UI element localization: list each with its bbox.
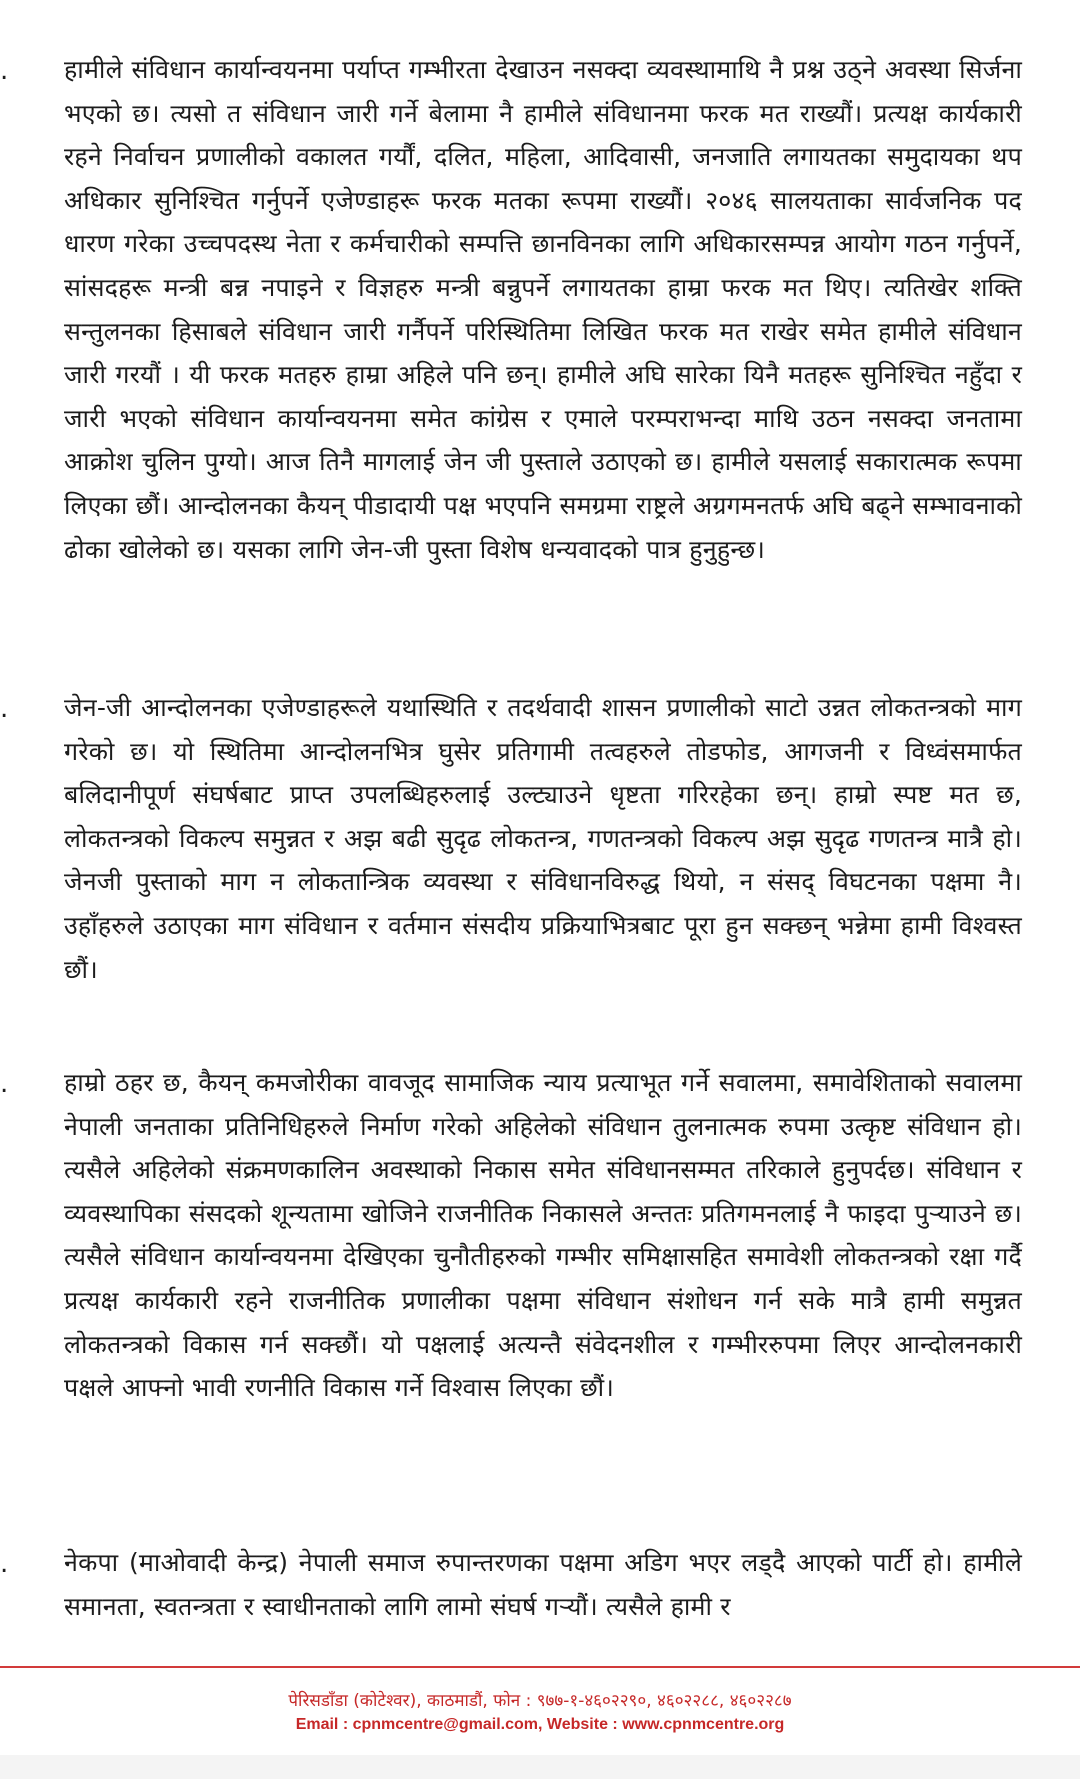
page-bottom-band [0,1755,1080,1779]
paragraph-constitution-implementation: हामीले संविधान कार्यान्वयनमा पर्याप्त गम्भीरता देखाउन नसक्दा व्यवस्थामाथि नै प्रश्न उठ्ने अवस्था सिर्जना भएको छ। त्यसो त संविधान जारी गर्ने बेलामा नै हामीले संविधानमा फरक मत राख्यौं। प्रत्यक्ष कार्यकारी रहने निर्वाचन प्रणालीको वकालत गर्यौं, दलित, महिला, आदिवासी, जनजाति लगायतका समुदायका थप अधिकार सुनिश्चित गर्नुपर्ने एजेण्डाहरू फरक मतका रूपमा राख्यौं। २०४६ सालयताका सार्वजनिक पद धारण गरेका उच्चपदस्थ नेता र कर्मचारीको सम्पत्ति छानविनका लागि अधिकारसम्पन्न आयोग गठन गर्नुपर्ने, सांसदहरू मन्त्री बन्न नपाइने र विज्ञहरु मन्त्री बन्नुपर्ने लगायतका हाम्रा फरक मत थिए। त्यतिखेर शक्ति सन्तुलनका हिसाबले संविधान जारी गर्नैपर्ने परिस्थितिमा लिखित फरक मत राखेर समेत हामीले संविधान जारी गरयौं । यी फरक मतहरु हाम्रा अहिले पनि छन्। हामीले अघि सारेका यिनै मतहरू सुनिश्चित नहुँदा र जारी भएको संविधान कार्यान्वयनमा समेत कांग्रेस र एमाले परम्पराभन्दा माथि उठन नसक्दा जनतामा आक्रोश चुलिन पुग्यो। आज तिनै मागलाई जेन जी पुस्ताले उठाएको छ। हामीले यसलाई सकारात्मक रूपमा लिएका छौं। आन्दोलनका कैयन् पीडादायी पक्ष भएपनि समग्रमा राष्ट्रले अग्रगमनतर्फ अघि बढ्ने सम्भावनाको ढोका खोलेको छ। यसका लागि जेन-जी पुस्ता विशेष धन्यवादको पात्र हुनुहुन्छ। [64,55,1022,564]
footer-address: पेरिसडाँडा (कोटेश्वर), काठमाडौं, फोन : ९७७-१-४६०२२९०, ४६०२२८८, ४६०२२८७ [288,1691,792,1711]
paragraph-marker-2: . [0,694,9,724]
paragraph-marker-3: . [0,1069,9,1099]
paragraph-genz-agenda: जेन-जी आन्दोलनका एजेण्डाहरूले यथास्थिति र तदर्थवादी शासन प्रणालीको साटो उन्नत लोकतन्त्रको माग गरेको छ। यो स्थितिमा आन्दोलनभित्र घुसेर प्रतिगामी तत्वहरुले तोडफोड, आगजनी र विध्वंसमार्फत बलिदानीपूर्ण संघर्षबाट प्राप्त उपलब्धिहरुलाई उल्ट्याउने धृष्टता गरिरहेका छन्। हाम्रो स्पष्ट मत छ, लोकतन्त्रको विकल्प समुन्नत र अझ बढी सुदृढ लोकतन्त्र, गणतन्त्रको विकल्प अझ सुदृढ गणतन्त्र मात्रै हो। जेनजी पुस्ताको माग न लोकतान्त्रिक व्यवस्था र संविधानविरुद्ध थियो, न संसद् विघटनका पक्षमा नै। उहाँहरुले उठाएका माग संविधान र वर्तमान संसदीय प्रक्रियाभित्रबाट पूरा हुन सक्छन् भन्नेमा हामी विश्वस्त छौं। [64,693,1022,984]
paragraph-party-commitment: नेकपा (माओवादी केन्द्र) नेपाली समाज रुपान्तरणका पक्षमा अडिग भएर लड्दै आएको पार्टी हो। हामीले समानता, स्वतन्त्रता र स्वाधीनताको लागि लामो संघर्ष गर्‍यौं। त्यसैले हामी र [64,1548,1022,1621]
paragraph-marker-4: . [0,1549,9,1579]
footer-divider [0,1666,1080,1668]
footer-contact: Email : cpnmcentre@gmail.com, Website : www.cpnmcentre.org [295,1716,785,1733]
paragraph-constitutional-solution: हाम्रो ठहर छ, कैयन् कमजोरीका वावजूद सामाजिक न्याय प्रत्याभूत गर्ने सवालमा, समावेशिताको सवालमा नेपाली जनताका प्रतिनिधिहरुले निर्माण गरेको अहिलेको संविधान तुलनात्मक रुपमा उत्कृष्ट संविधान हो। त्यसैले अहिलेको संक्रमणकालिन अवस्थाको निकास समेत संविधानसम्मत तरिकाले हुनुपर्दछ। संविधान र व्यवस्थापिका संसदको शून्यतामा खोजिने राजनीतिक निकासले अन्ततः प्रतिगमनलाई नै फाइदा पुर्‍याउने छ। त्यसैले संविधान कार्यान्वयनमा देखिएका चुनौतीहरुको गम्भीर समिक्षासहित समावेशी लोकतन्त्रको रक्षा गर्दै प्रत्यक्ष कार्यकारी रहने राजनीतिक प्रणालीका पक्षमा संविधान संशोधन गर्न सके मात्रै हामी समुन्नत लोकतन्त्रको विकास गर्न सक्छौं। यो पक्षलाई अत्यन्तै संवेदनशील र गम्भीररुपमा लिएर आन्दोलनकारी पक्षले आफ्नो भावी रणनीति विकास गर्ने विश्वास लिएका छौं। [64,1068,1022,1403]
paragraph-marker-1: . [0,56,9,86]
